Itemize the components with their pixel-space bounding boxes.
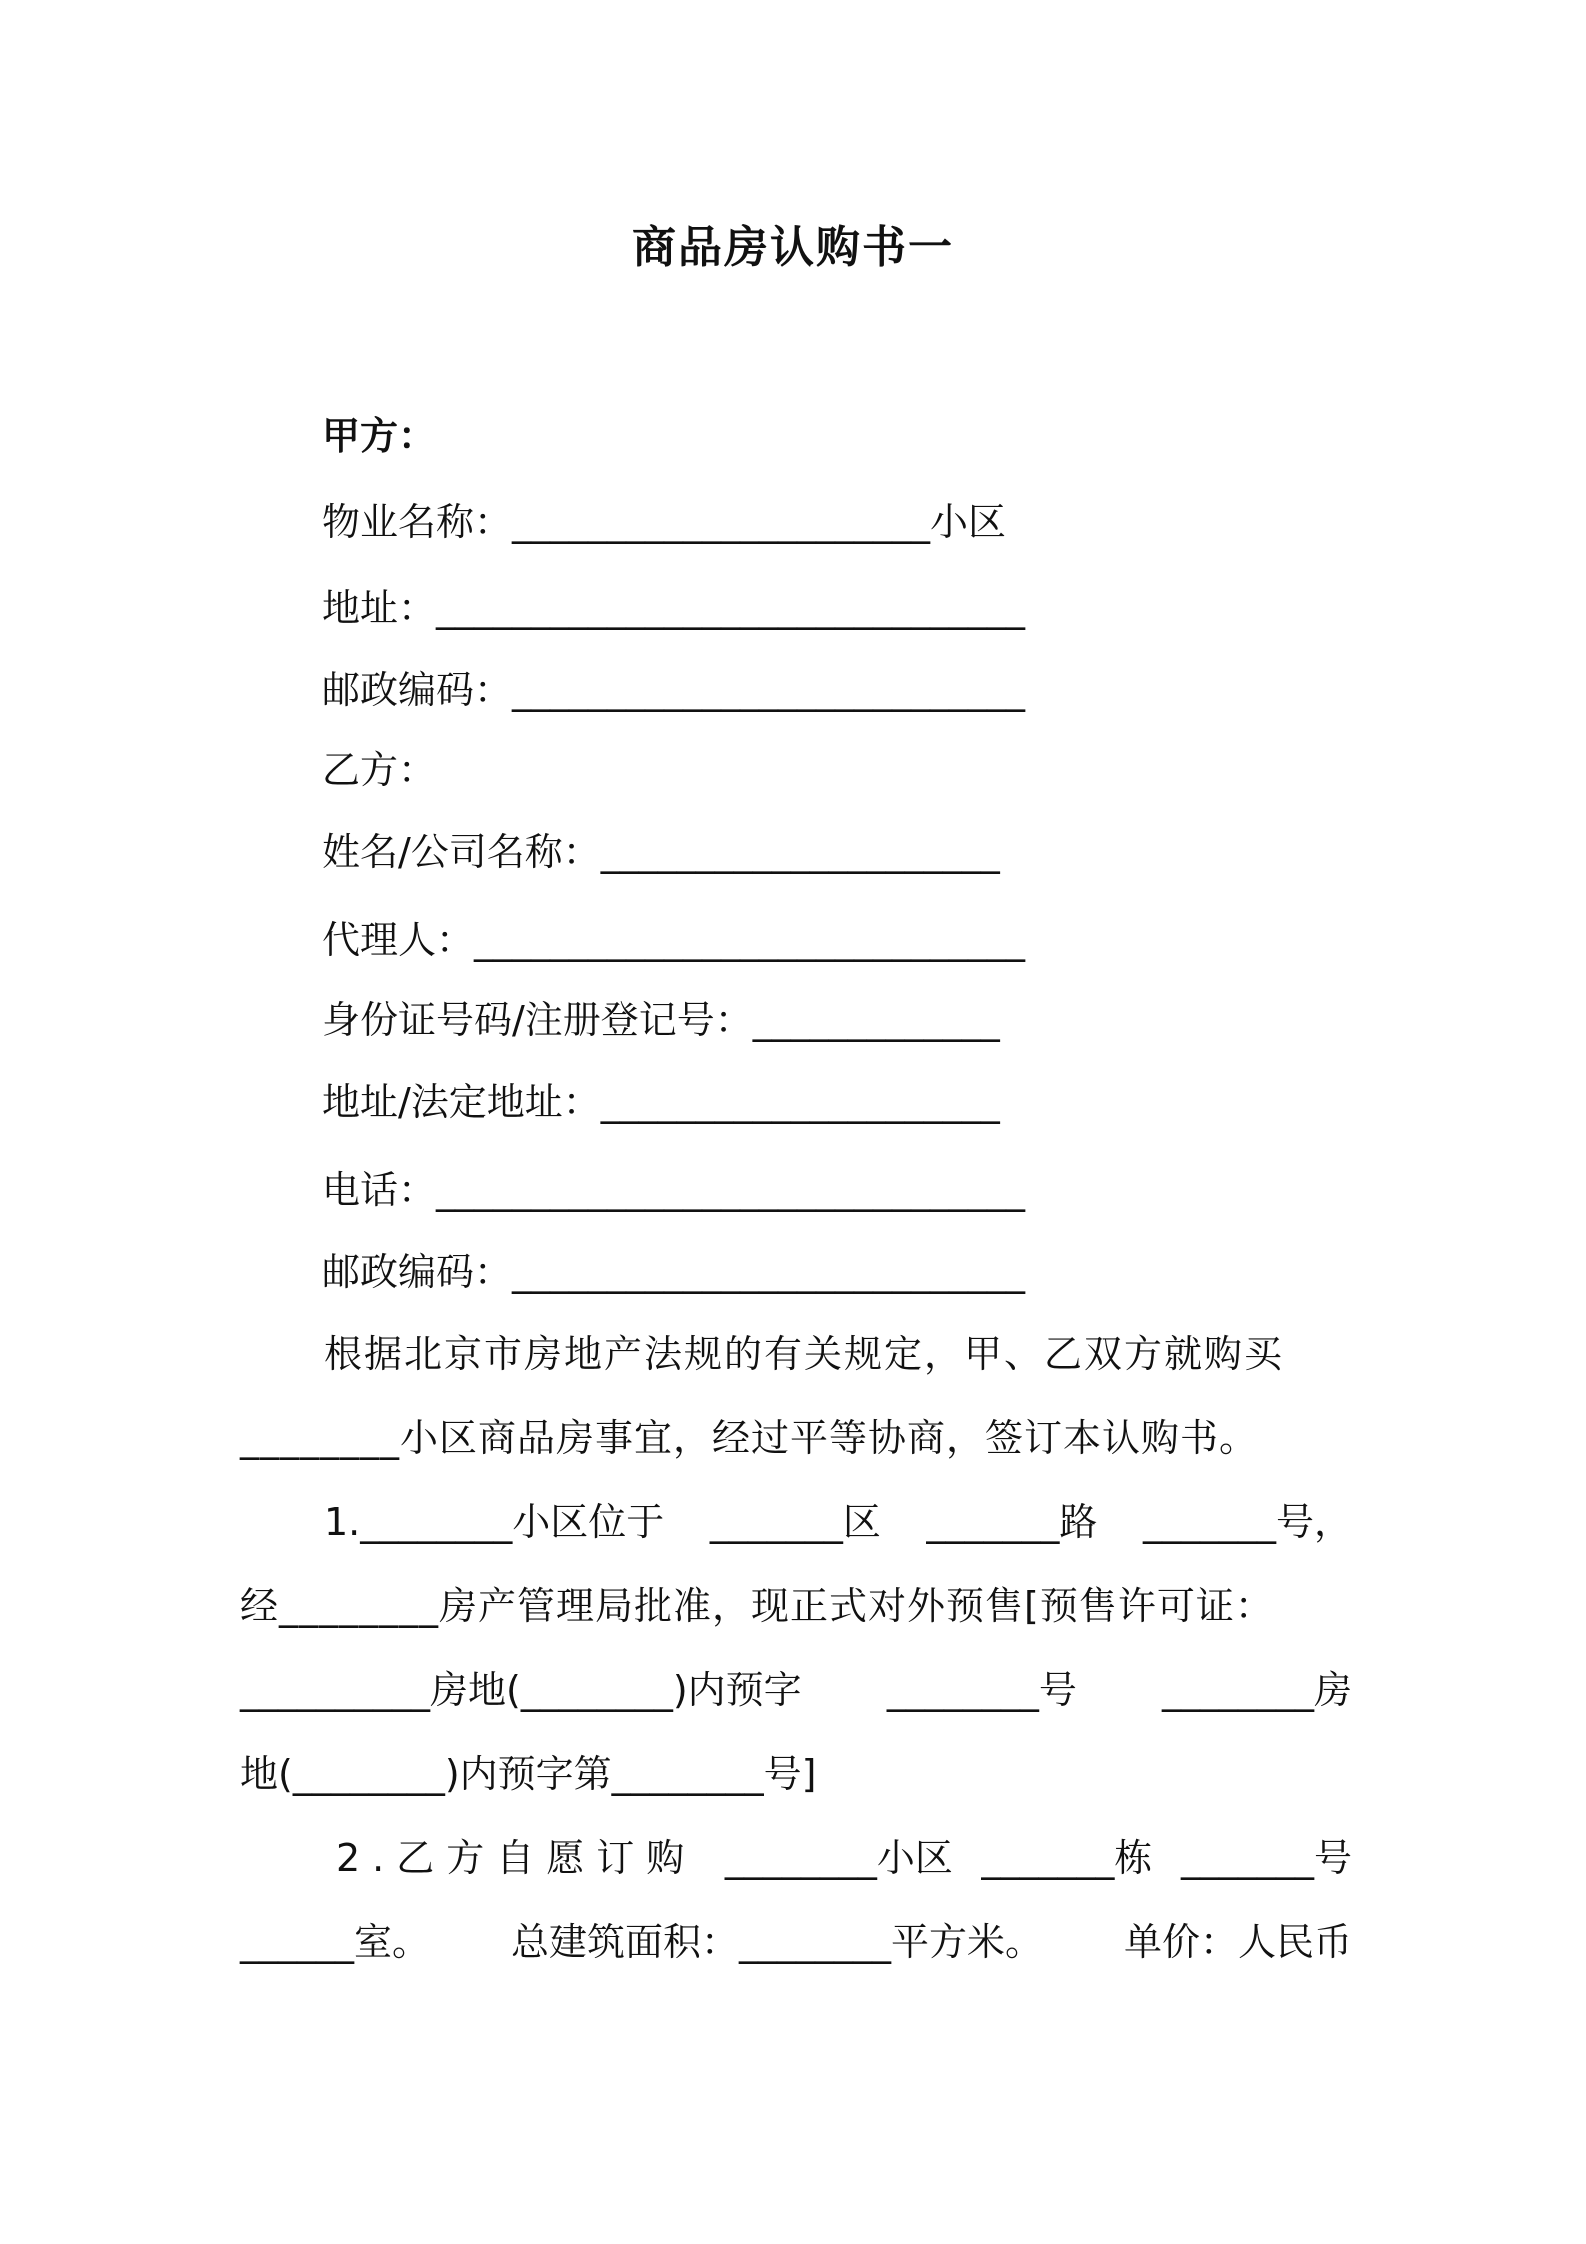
clause-1-line-3-part: __________房地(________)内预字 (240, 1668, 802, 1712)
clause-1-line-1-part: 1.________小区位于 (324, 1500, 665, 1544)
party-a-postal-code-field: 邮政编码：___________________________ (322, 668, 1026, 712)
document-title: 商品房认购书一 (632, 222, 954, 273)
clause-2-line-1-part: _______号 (1180, 1836, 1352, 1880)
clause-2-line-1-part: _______栋 (981, 1836, 1153, 1880)
clause-1-line-3-part: ________房 (1161, 1668, 1352, 1712)
party-b-address-field: 地址/法定地址：_____________________ (322, 1080, 1000, 1124)
clause-1-line-4: 地(________)内预字第________号] (240, 1752, 817, 1796)
property-name-field: 物业名称：______________________小区 (322, 500, 1007, 544)
clause-2-line-2-part: ______室。 (240, 1920, 431, 1964)
party-b-agent-field: 代理人：_____________________________ (322, 918, 1026, 962)
party-a-address-field: 地址：_______________________________ (322, 586, 1026, 630)
clause-1-line-3-part: ________号 (886, 1668, 1077, 1712)
party-b-id-field: 身份证号码/注册登记号：_____________ (322, 998, 1000, 1042)
clause-2-line-2 (240, 1916, 1352, 1968)
clause-2-line-2-part: 单价：人民币 (1123, 1920, 1352, 1964)
clause-1-line-1-part: _______号， (1142, 1500, 1352, 1544)
party-b-phone-field: 电话：_______________________________ (322, 1168, 1026, 1212)
party-b-name-field: 姓名/公司名称：_____________________ (322, 830, 1000, 874)
clause-1-line-1-part: _______路 (926, 1500, 1098, 1544)
clause-2-line-1 (240, 1832, 1352, 1884)
clause-2-line-1-part: ________小区 (724, 1836, 953, 1880)
clause-2-line-2-part: 总建筑面积：________平方米。 (510, 1920, 1043, 1964)
party-a-label: 甲方： (322, 414, 437, 458)
intro-line-2: ________小区商品房事宜，经过平等协商，签订本认购书。 (240, 1416, 1259, 1460)
clause-1-line-3 (240, 1664, 1352, 1716)
party-b-postal-code-field: 邮政编码：___________________________ (322, 1250, 1026, 1294)
intro-line-1: 根据北京市房地产法规的有关规定，甲、乙双方就购买 (324, 1332, 1285, 1376)
party-b-label: 乙方： (322, 748, 437, 792)
clause-2-line-1-part: 2.乙方自愿订购 (336, 1836, 697, 1880)
clause-1-line-2: 经________房产管理局批准，现正式对外预售[预售许可证： (240, 1584, 1274, 1628)
clause-1-line-1-part: _______区 (709, 1500, 881, 1544)
clause-1-line-1 (240, 1496, 1352, 1548)
